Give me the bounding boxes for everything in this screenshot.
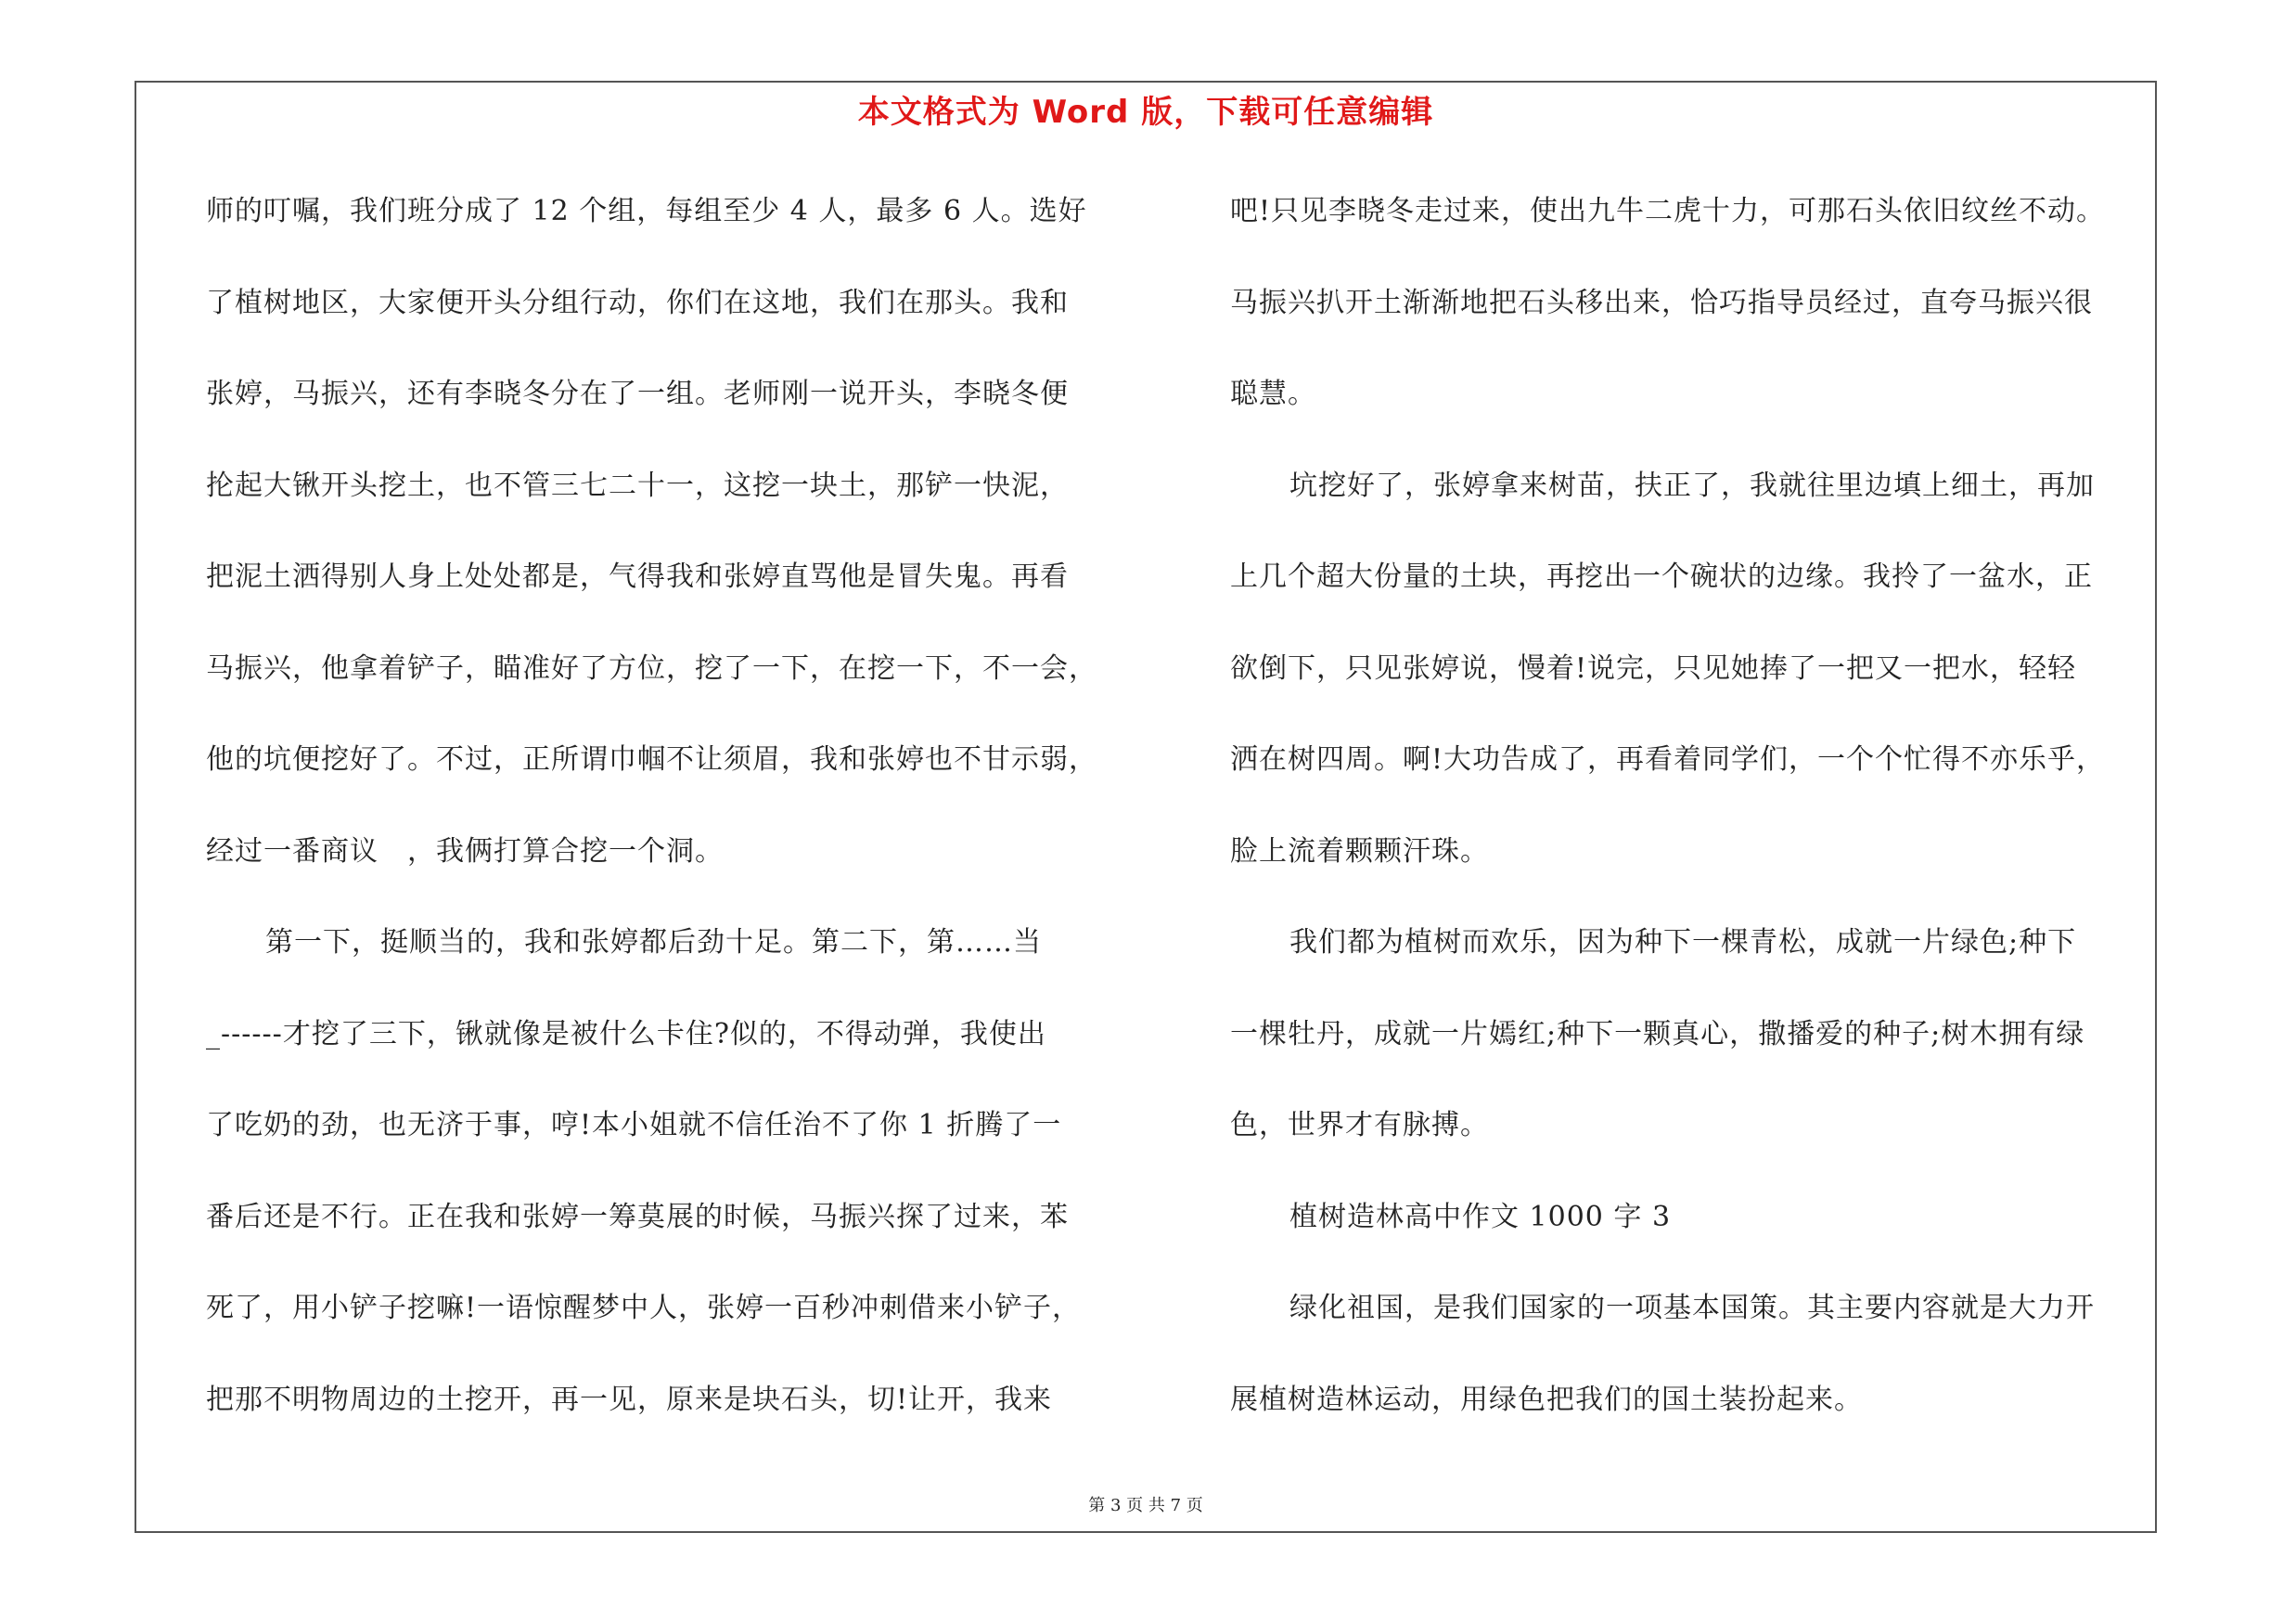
text-line: 上几个超大份量的土块，再挖出一个碗状的边缘。我拎了一盆水，正: [1230, 560, 2093, 593]
text-line: 马振兴，他拿着铲子，瞄准好了方位，挖了一下，在挖一下，不一会，: [206, 651, 1097, 685]
paragraph-start-line: 绿化祖国，是我们国家的一项基本国策。其主要内容就是大力开: [1289, 1292, 2095, 1324]
text-line: 脸上流着颗颗汗珠。: [1230, 834, 1489, 868]
text-line: 一棵牡丹，成就一片嫣红;种下一颗真心，撒播爱的种子;树木拥有绿: [1230, 1017, 2085, 1050]
text-line: 张婷，马振兴，还有李晓冬分在了一组。老师刚一说开头，李晓冬便: [206, 378, 1069, 410]
paragraph-start-line: 我们都为植树而欢乐，因为种下一棵青松，成就一片绿色;种下: [1289, 926, 2077, 959]
text-line: _------才挖了三下，锹就像是被什么卡住?似的，不得动弹，我使出: [206, 1017, 1046, 1050]
text-line: 番后还是不行。正在我和张婷一筹莫展的时候，马振兴探了过来，苯: [206, 1200, 1069, 1233]
text-line: 马振兴扒开土渐渐地把石头移出来，恰巧指导员经过，直夸马振兴很: [1230, 286, 2093, 319]
text-line: 展植树造林运动，用绿色把我们的国土装扮起来。: [1230, 1383, 1863, 1416]
section-heading: 植树造林高中作文 1000 字 3: [1289, 1200, 1672, 1233]
text-line: 了植树地区，大家便开头分组行动，你们在这地，我们在那头。我和: [206, 286, 1069, 319]
text-line: 把泥土洒得别人身上处处都是，气得我和张婷直骂他是冒失鬼。再看: [206, 560, 1069, 593]
text-line: 经过一番商议 ，我俩打算合挖一个洞。: [206, 834, 724, 868]
text-line: 色，世界才有脉搏。: [1230, 1109, 1489, 1141]
text-line: 了吃奶的劲，也无济于事，哼!本小姐就不信任治不了你 1 折腾了一: [206, 1109, 1062, 1141]
text-line: 抡起大锹开头挖土，也不管三七二十一，这挖一块土，那铲一快泥，: [206, 469, 1069, 502]
page-number: 第 3 页 共 7 页: [1088, 1496, 1203, 1515]
right-text-column: [1230, 182, 2169, 1462]
text-line: 吧!只见李晓冬走过来，使出九牛二虎十力，可那石头依旧纹丝不动。: [1230, 195, 2106, 227]
text-line: 洒在树四周。啊!大功告成了，再看着同学们，一个个忙得不亦乐乎，: [1230, 743, 2106, 776]
document-banner: 本文格式为 Word 版，下载可任意编辑: [857, 94, 1434, 131]
paragraph-start-line: 第一下，挺顺当的，我和张婷都后劲十足。第二下，第……当: [265, 926, 1042, 959]
text-line: 他的坑便挖好了。不过，正所谓巾帼不让须眉，我和张婷也不甘示弱，: [206, 743, 1097, 776]
text-line: 师的叮嘱，我们班分成了 12 个组，每组至少 4 人，最多 6 人。选好: [206, 195, 1087, 227]
paragraph-start-line: 坑挖好了，张婷拿来树苗，扶正了，我就往里边填上细土，再加: [1289, 469, 2095, 502]
text-line: 把那不明物周边的土挖开，再一见，原来是块石头，切!让开，我来: [206, 1383, 1053, 1416]
text-line: 聪慧。: [1230, 378, 1316, 410]
left-text-column: [206, 182, 1145, 1462]
text-line: 欲倒下，只见张婷说，慢着!说完，只见她捧了一把又一把水，轻轻: [1230, 651, 2077, 685]
text-line: 死了，用小铲子挖嘛!一语惊醒梦中人，张婷一百秒冲刺借来小铲子，: [206, 1292, 1082, 1324]
